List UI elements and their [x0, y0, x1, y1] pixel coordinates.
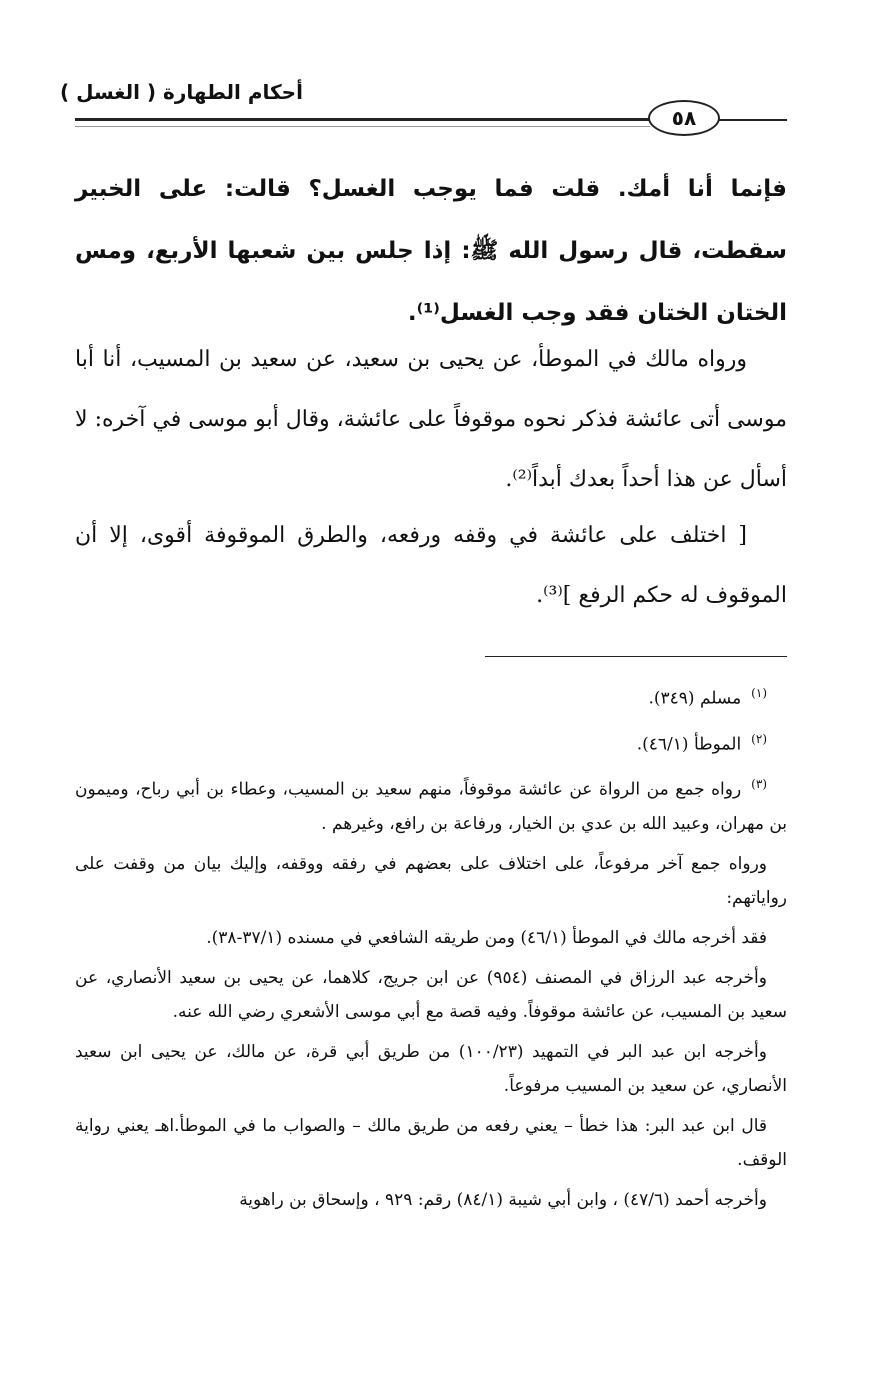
footnote-paragraph: وأخرجه أحمد (٤٧/٦) ، وابن أبي شيبة (٨٤/١) رقم: ٩٢٩ ، وإسحاق بن راهوية	[239, 1189, 767, 1210]
footnote-text: الموطأ (٤٦/١).	[636, 734, 742, 755]
footnote-marker: (٢)	[751, 731, 767, 746]
header-rule-right	[715, 119, 787, 121]
main-paragraph-3: [ اختلف على عائشة في وقفه ورفعه، والطرق الموقوفة أقوى، إلا أن الموقوف له حكم الرفع ]⁽³⁾.	[75, 523, 787, 608]
footnote-marker: (١)	[751, 686, 767, 700]
footnote-paragraph: وأخرجه عبد الرزاق في المصنف (٩٥٤) عن ابن جريج، كلاهما، عن يحيى بن سعيد الأنصاري، عن سعيد بن المسيب، عن عائشة موقوفاً. وفيه قصة مع أبي موسى الأشعري رضي الله عنه.	[75, 967, 787, 1022]
footnote-text: مسلم (٣٤٩).	[648, 688, 742, 709]
header-rule	[75, 118, 650, 121]
footnote-1	[75, 676, 787, 716]
running-title: أحكام الطهارة ( الغسل )	[60, 80, 303, 104]
footnote-text: رواه جمع من الرواة عن عائشة موقوفاً، منهم سعيد بن المسيب، وعطاء بن أبي رباح، وميمون بن مهران، وعبيد الله بن عدي بن الخيار، ورفاعة بن رافع، وغيرهم .	[75, 779, 787, 834]
footnote-paragraph: فقد أخرجه مالك في الموطأ (٤٦/١) ومن طريقه الشافعي في مسنده (٣٧/١-٣٨).	[206, 927, 767, 948]
footnote-paragraph: وأخرجه ابن عبد البر في التمهيد (١٠٠/٢٣) من طريق أبي قرة، عن مالك، عن يحيى ابن سعيد الأنصاري، عن سعيد بن المسيب مرفوعاً.	[75, 1041, 787, 1096]
main-paragraph-1: فإنما أنا أمك. قلت فما يوجب الغسل؟ قالت: على الخبير سقطت، قال رسول الله ﷺ: إذا جلس بين شعبها الأربع، ومس الختان الختان فقد وجب الغسل⁽¹⁾.	[75, 176, 787, 326]
footnotes	[75, 676, 787, 1223]
footnote-marker: (٣)	[751, 777, 767, 792]
footnote-paragraph: قال ابن عبد البر: هذا خطأ – يعني رفعه من طريق مالك – والصواب ما في الموطأ.اهـ يعني رواية الوقف.	[75, 1115, 787, 1170]
header-rule-thin	[75, 126, 650, 127]
main-paragraph-2: ورواه مالك في الموطأ، عن يحيى بن سعيد، عن سعيد بن المسيب، أنا أبا موسى أتى عائشة فذكر نحوه موقوفاً على عائشة، وقال أبو موسى في آخره: لا أسأل عن هذا أحداً بعدك أبداً⁽²⁾.	[75, 347, 787, 492]
footnote-2	[75, 722, 787, 762]
footnote-separator	[485, 656, 787, 657]
footnote-3	[75, 767, 787, 841]
footnote-paragraph: ورواه جمع آخر مرفوعاً، على اختلاف على بعضهم في رفقه ووقفه، وإليك بيان من وقفت على رواياتهم:	[75, 853, 787, 908]
page-number: ٥٨	[648, 100, 720, 136]
